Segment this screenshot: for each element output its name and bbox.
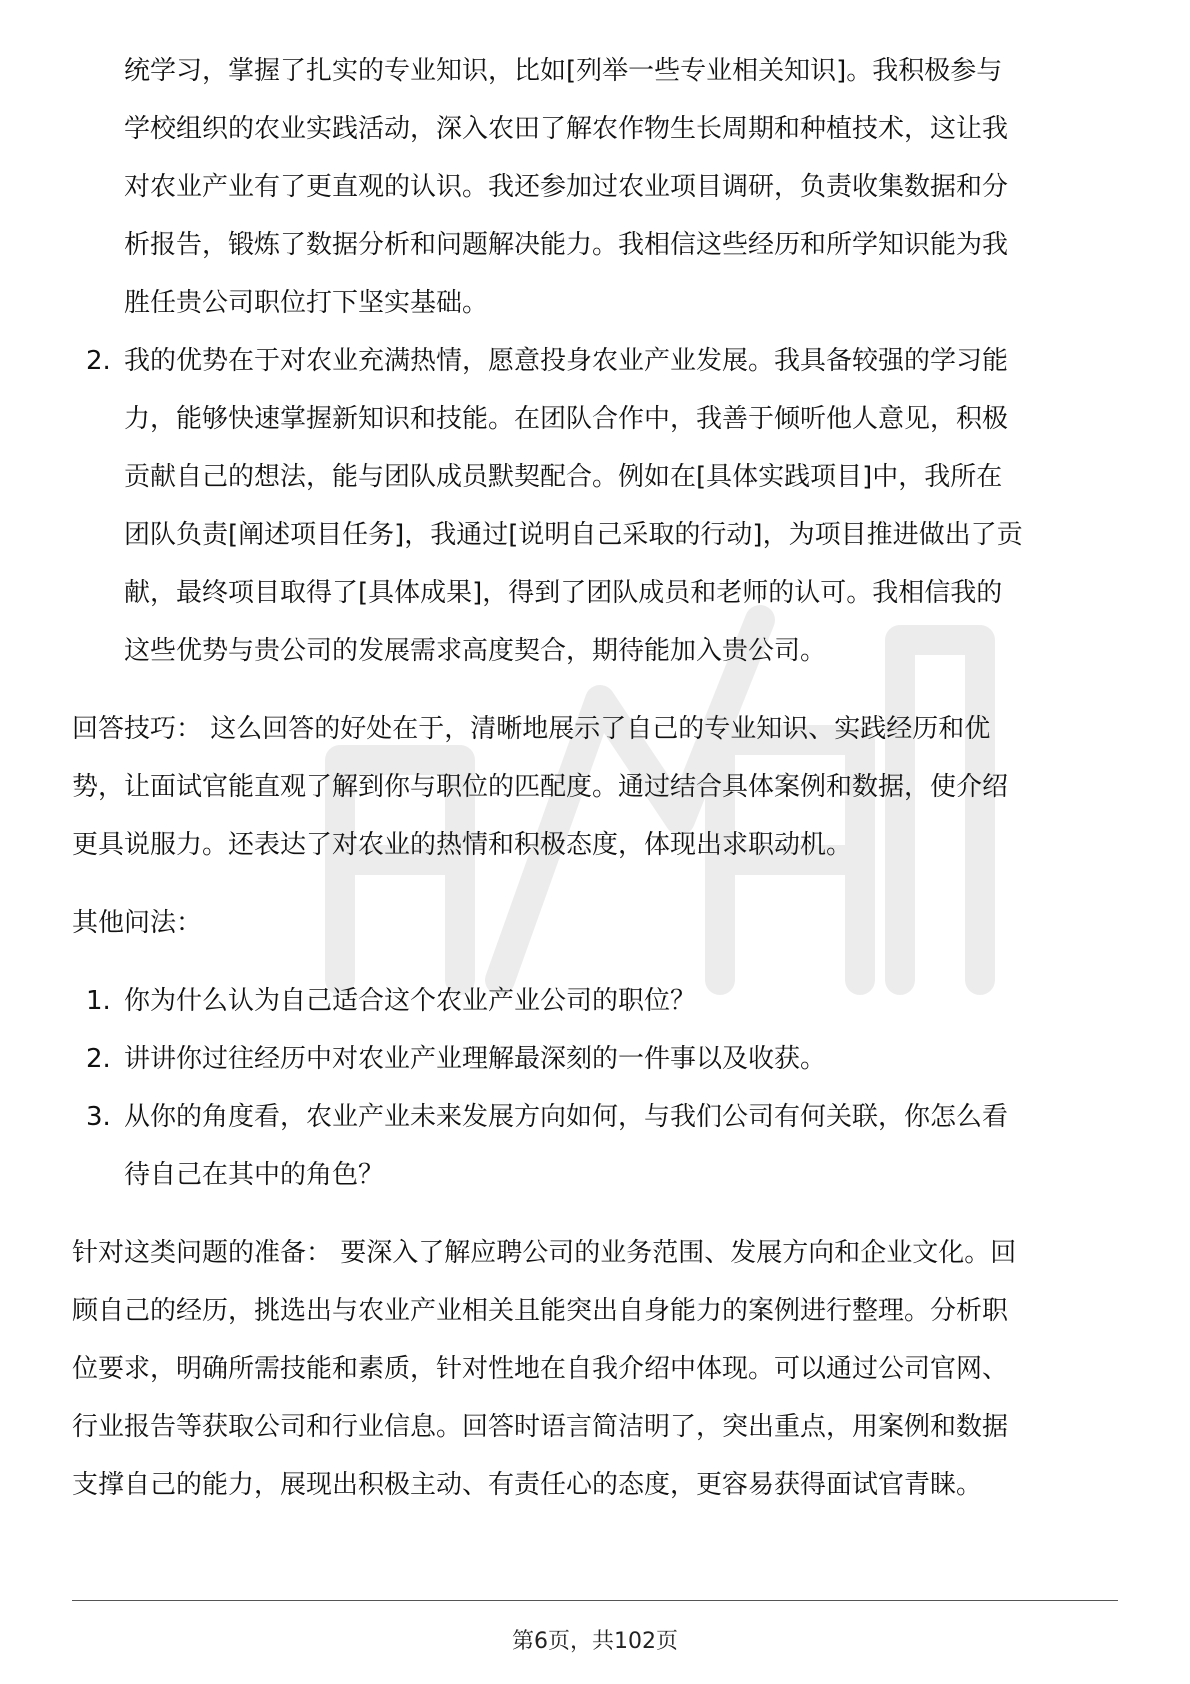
- other-questions-list: [72, 972, 1118, 1204]
- paragraph-line: 析报告，锻炼了数据分析和问题解决能力。我相信这些经历和所学知识能为我: [124, 230, 1009, 260]
- paragraph-line: 胜任贵公司职位打下坚实基础。: [124, 288, 489, 318]
- paragraph-line: 这些优势与贵公司的发展需求高度契合，期待能加入贵公司。: [124, 636, 827, 666]
- paragraph-line: 支撑自己的能力，展现出积极主动、有责任心的态度，更容易获得面试官青睐。: [72, 1470, 983, 1500]
- preparation-paragraph: [72, 1224, 1118, 1514]
- paragraph-line: 势，让面试官能直观了解到你与职位的匹配度。通过结合具体案例和数据，使介绍: [72, 772, 1009, 802]
- answer-point-2: [72, 332, 1118, 680]
- page-number: 第6页，共102页: [512, 1629, 678, 1654]
- paragraph-line: 讲讲你过往经历中对农业产业理解最深刻的一件事以及收获。: [124, 1044, 827, 1074]
- list-number: 1.: [86, 986, 111, 1016]
- other-questions-heading: 其他问法：: [72, 908, 203, 938]
- answer-point-1-continuation: [72, 42, 1118, 332]
- paragraph-line: 更具说服力。还表达了对农业的热情和积极态度，体现出求职动机。: [72, 830, 853, 860]
- paragraph-line: 献，最终项目取得了[具体成果]，得到了团队成员和老师的认可。我相信我的: [124, 578, 1003, 608]
- paragraph-line: 针对这类问题的准备： 要深入了解应聘公司的业务范围、发展方向和企业文化。回: [72, 1238, 1017, 1268]
- list-number: 3.: [86, 1102, 111, 1132]
- paragraph-line: 顾自己的经历，挑选出与农业产业相关且能突出自身能力的案例进行整理。分析职: [72, 1296, 1009, 1326]
- paragraph-line: 对农业产业有了更直观的认识。我还参加过农业项目调研，负责收集数据和分: [124, 172, 1009, 202]
- document-body: [72, 42, 1118, 1514]
- paragraph-line: 你为什么认为自己适合这个农业产业公司的职位？: [124, 986, 697, 1016]
- paragraph-line: 待自己在其中的角色？: [124, 1160, 385, 1190]
- answer-tips-paragraph: [72, 700, 1118, 874]
- list-number: 2.: [86, 1044, 111, 1074]
- paragraph-line: 团队负责[阐述项目任务]，我通过[说明自己采取的行动]，为项目推进做出了贡: [124, 520, 1023, 550]
- footer-divider: [72, 1600, 1118, 1601]
- paragraph-line: 从你的角度看，农业产业未来发展方向如何，与我们公司有何关联，你怎么看: [124, 1102, 1009, 1132]
- paragraph-line: 行业报告等获取公司和行业信息。回答时语言简洁明了，突出重点，用案例和数据: [72, 1412, 1009, 1442]
- paragraph-line: 位要求，明确所需技能和素质，针对性地在自我介绍中体现。可以通过公司官网、: [72, 1354, 1009, 1384]
- list-item: [72, 972, 1118, 1030]
- paragraph-line: 学校组织的农业实践活动，深入农田了解农作物生长周期和种植技术，这让我: [124, 114, 1009, 144]
- list-item: [72, 1030, 1118, 1088]
- paragraph-line: 回答技巧： 这么回答的好处在于，清晰地展示了自己的专业知识、实践经历和优: [72, 714, 991, 744]
- paragraph-line: 统学习，掌握了扎实的专业知识，比如[列举一些专业相关知识]。我积极参与: [124, 56, 1003, 86]
- paragraph-line: 力，能够快速掌握新知识和技能。在团队合作中，我善于倾听他人意见，积极: [124, 404, 1009, 434]
- list-item: [72, 1088, 1118, 1204]
- paragraph-line: 贡献自己的想法，能与团队成员默契配合。例如在[具体实践项目]中，我所在: [124, 462, 1003, 492]
- paragraph-line: 我的优势在于对农业充满热情，愿意投身农业产业发展。我具备较强的学习能: [124, 346, 1009, 376]
- list-number: 2.: [86, 346, 111, 376]
